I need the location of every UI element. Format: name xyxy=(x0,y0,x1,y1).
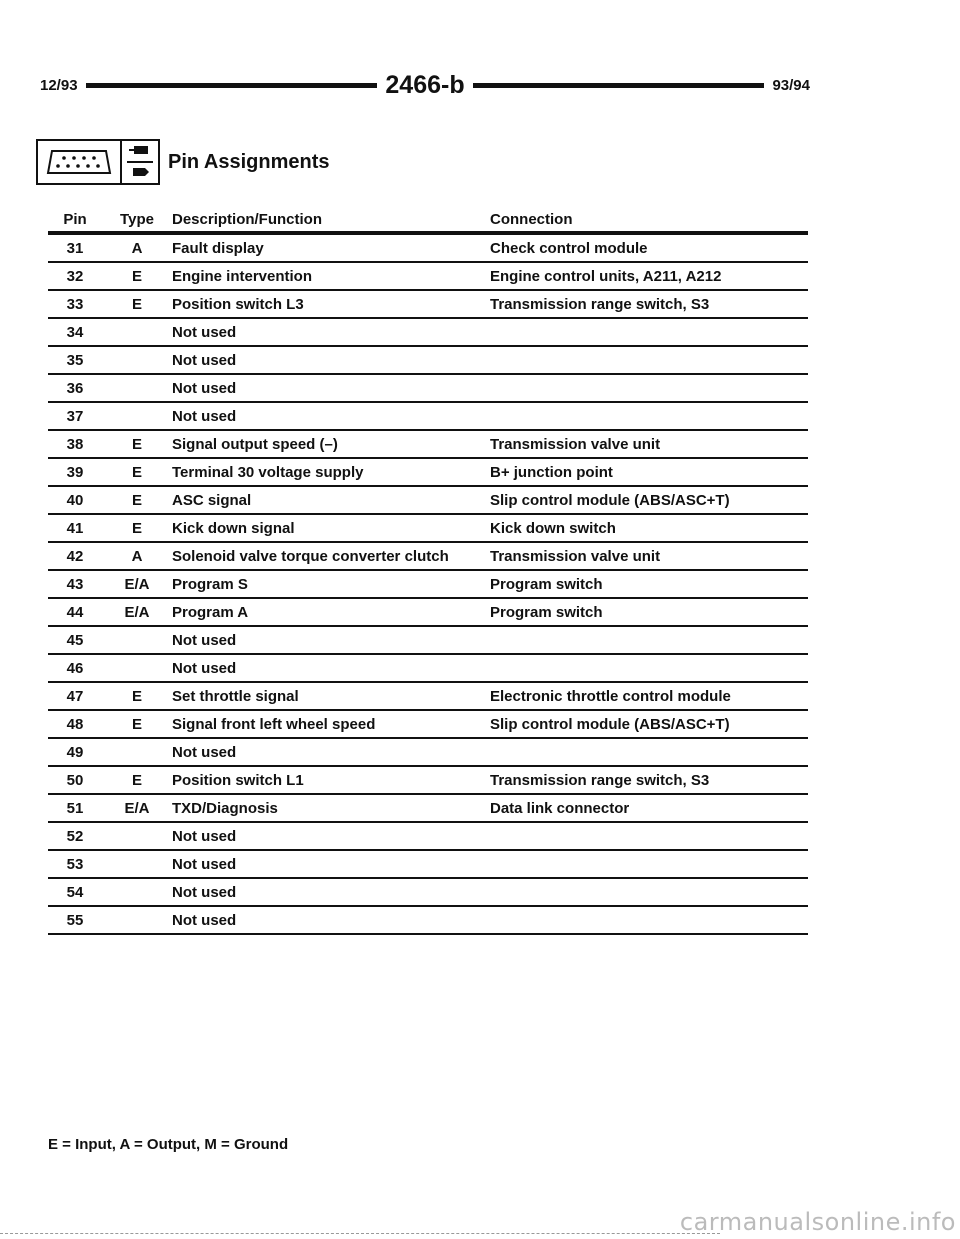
header-date-left: 12/93 xyxy=(40,76,78,94)
type-cell: E xyxy=(131,436,142,453)
description-cell: Engine intervention xyxy=(172,268,313,285)
table-row xyxy=(48,823,808,851)
pin-cell: 55 xyxy=(66,912,84,929)
description-cell: Kick down signal xyxy=(172,520,295,537)
description-cell: Set throttle signal xyxy=(172,688,299,705)
header-connection: Connection xyxy=(490,211,573,228)
pin-cell: 53 xyxy=(66,856,84,873)
table-row xyxy=(48,291,808,319)
connection-cell: Transmission valve unit xyxy=(490,548,661,565)
type-cell: E/A xyxy=(124,800,150,817)
page-header xyxy=(40,70,810,100)
description-cell: Position switch L1 xyxy=(172,772,304,789)
table-row xyxy=(48,907,808,935)
description-cell: Solenoid valve torque converter clutch xyxy=(172,548,449,565)
pin-cell: 35 xyxy=(66,352,84,369)
type-cell: E xyxy=(131,492,142,509)
pin-cell: 47 xyxy=(66,688,84,705)
table-row xyxy=(48,263,808,291)
connection-cell: Kick down switch xyxy=(490,520,616,537)
description-cell: Position switch L3 xyxy=(172,296,304,313)
table-row xyxy=(48,375,808,403)
table-row xyxy=(48,879,808,907)
pin-cell: 48 xyxy=(66,716,84,733)
pin-cell: 38 xyxy=(66,436,84,453)
connection-cell: Electronic throttle control module xyxy=(490,688,731,705)
table-body xyxy=(48,235,808,935)
description-cell: Not used xyxy=(172,744,237,761)
description-cell: Not used xyxy=(172,324,237,341)
description-cell: Not used xyxy=(172,408,237,425)
pin-cell: 37 xyxy=(66,408,84,425)
table-row xyxy=(48,767,808,795)
table-row xyxy=(48,459,808,487)
description-cell: Signal front left wheel speed xyxy=(172,716,376,733)
description-cell: Not used xyxy=(172,856,237,873)
description-cell: Signal output speed (–) xyxy=(172,436,338,453)
description-cell: Not used xyxy=(172,660,237,677)
table-row xyxy=(48,543,808,571)
pin-cell: 50 xyxy=(66,772,84,789)
table-row xyxy=(48,683,808,711)
pin-cell: 46 xyxy=(66,660,84,677)
table-row xyxy=(48,795,808,823)
pin-cell: 40 xyxy=(66,492,84,509)
header-rule-right xyxy=(473,83,765,88)
header-description: Description/Function xyxy=(172,211,322,228)
description-cell: TXD/Diagnosis xyxy=(172,800,278,817)
description-cell: Not used xyxy=(172,884,237,901)
description-cell: Not used xyxy=(172,352,237,369)
type-cell: E xyxy=(131,688,142,705)
description-cell: Program S xyxy=(172,576,248,593)
pin-cell: 36 xyxy=(66,380,84,397)
table-row xyxy=(48,711,808,739)
connection-cell: Transmission range switch, S3 xyxy=(490,296,710,313)
connection-cell: Data link connector xyxy=(490,800,630,817)
type-cell: E xyxy=(131,268,142,285)
table-row xyxy=(48,515,808,543)
pin-cell: 45 xyxy=(66,632,84,649)
table-row xyxy=(48,487,808,515)
pin-cell: 39 xyxy=(66,464,84,481)
type-cell: E xyxy=(131,296,142,313)
description-cell: Not used xyxy=(172,912,237,929)
connection-cell: Transmission range switch, S3 xyxy=(490,772,710,789)
connection-cell: Program switch xyxy=(490,576,603,593)
description-cell: ASC signal xyxy=(172,492,252,509)
connection-cell: Slip control module (ABS/ASC+T) xyxy=(490,716,730,733)
pin-cell: 49 xyxy=(66,744,84,761)
type-cell: E xyxy=(131,464,142,481)
pin-cell: 41 xyxy=(66,520,84,537)
watermark: carmanualsonline.info xyxy=(679,1208,956,1236)
legend-footnote: E = Input, A = Output, M = Ground xyxy=(48,1136,289,1153)
header-type: Type xyxy=(120,211,154,228)
table-row xyxy=(48,851,808,879)
pin-cell: 31 xyxy=(66,240,84,257)
header-rule-left xyxy=(86,83,378,88)
type-cell: E xyxy=(131,520,142,537)
description-cell: Not used xyxy=(172,828,237,845)
table-row xyxy=(48,655,808,683)
connection-cell: Slip control module (ABS/ASC+T) xyxy=(490,492,730,509)
type-cell: A xyxy=(131,548,143,565)
description-cell: Fault display xyxy=(172,240,264,257)
header-pin: Pin xyxy=(63,211,87,228)
type-cell: E xyxy=(131,716,142,733)
connection-cell: B+ junction point xyxy=(490,464,613,481)
pin-table xyxy=(48,207,808,935)
table-row xyxy=(48,235,808,263)
connection-cell: Check control module xyxy=(490,240,648,257)
pin-cell: 34 xyxy=(66,324,84,341)
pin-cell: 54 xyxy=(66,884,84,901)
pin-cell: 32 xyxy=(66,268,84,285)
table-row xyxy=(48,599,808,627)
title-row xyxy=(36,137,330,187)
table-header xyxy=(48,207,808,235)
connection-cell: Program switch xyxy=(490,604,603,621)
description-cell: Terminal 30 voltage supply xyxy=(172,464,364,481)
connection-cell: Transmission valve unit xyxy=(490,436,661,453)
pin-cell: 52 xyxy=(66,828,84,845)
table-row xyxy=(48,347,808,375)
table-row xyxy=(48,571,808,599)
connection-cell: Engine control units, A211, A212 xyxy=(490,268,722,285)
type-cell: E xyxy=(131,772,142,789)
table-row xyxy=(48,431,808,459)
table-row xyxy=(48,319,808,347)
page-title: Pin Assignments xyxy=(168,150,330,173)
table-row xyxy=(48,739,808,767)
pin-cell: 44 xyxy=(66,604,84,621)
type-cell: E/A xyxy=(124,576,150,593)
description-cell: Not used xyxy=(172,380,237,397)
bottom-rule xyxy=(0,1233,720,1235)
header-page-code: 2466-b xyxy=(385,70,465,99)
table-row xyxy=(48,403,808,431)
pin-cell: 43 xyxy=(66,576,84,593)
pin-cell: 33 xyxy=(66,296,84,313)
plug-socket-icon xyxy=(122,139,160,185)
description-cell: Not used xyxy=(172,632,237,649)
pin-cell: 51 xyxy=(66,800,84,817)
description-cell: Program A xyxy=(172,604,249,621)
type-cell: A xyxy=(131,240,143,257)
pin-cell: 42 xyxy=(66,548,84,565)
header-date-right: 93/94 xyxy=(772,76,810,94)
connector-icon xyxy=(36,139,122,185)
table-row xyxy=(48,627,808,655)
type-cell: E/A xyxy=(124,604,150,621)
